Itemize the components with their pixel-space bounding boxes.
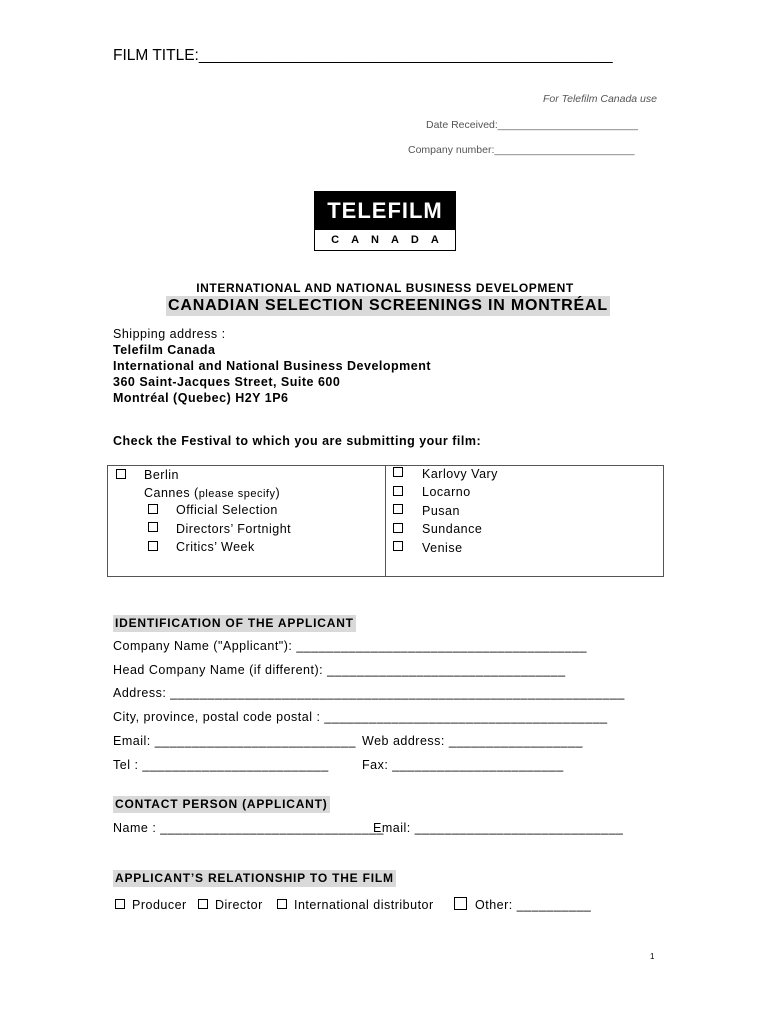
sundance-label: Sundance xyxy=(422,522,483,536)
festival-table xyxy=(107,465,664,577)
distributor-checkbox[interactable] xyxy=(277,899,287,909)
company-name-field[interactable]: Company Name ("Applicant"): _______________________________________ xyxy=(113,639,587,653)
locarno-checkbox[interactable] xyxy=(393,486,403,496)
shipping-line-3: 360 Saint-Jacques Street, Suite 600 xyxy=(113,375,341,389)
shipping-line-2: International and National Business Development xyxy=(113,359,432,373)
producer-checkbox[interactable] xyxy=(115,899,125,909)
berlin-checkbox[interactable] xyxy=(116,469,126,479)
cannes-note: please specify xyxy=(198,488,276,500)
pusan-checkbox[interactable] xyxy=(393,504,403,514)
other-checkbox[interactable] xyxy=(454,897,467,910)
karlovy-vary-checkbox[interactable] xyxy=(393,467,403,477)
festival-table-divider xyxy=(385,466,386,576)
shipping-line-1: Telefilm Canada xyxy=(113,343,216,357)
city-field[interactable]: City, province, postal code postal : ______________________________________ xyxy=(113,710,608,724)
cannes-close: ) xyxy=(275,486,281,500)
locarno-label: Locarno xyxy=(422,485,471,499)
head-company-field[interactable]: Head Company Name (if different): ________________________________ xyxy=(113,663,566,677)
web-address-field[interactable]: Web address: __________________ xyxy=(362,734,583,748)
contact-heading: CONTACT PERSON (APPLICANT) xyxy=(115,797,328,811)
critics-week-checkbox[interactable] xyxy=(148,541,158,551)
page-title: CANADIAN SELECTION SCREENINGS IN MONTRÉAL xyxy=(168,297,608,314)
cannes-text: Cannes ( xyxy=(144,486,199,500)
office-use-label: For Telefilm Canada use xyxy=(542,93,657,105)
contact-email-field[interactable]: Email: ____________________________ xyxy=(373,821,624,835)
identification-heading: IDENTIFICATION OF THE APPLICANT xyxy=(115,616,354,630)
shipping-line-4: Montréal (Quebec) H2Y 1P6 xyxy=(113,391,289,405)
shipping-label: Shipping address : xyxy=(113,327,226,341)
tel-field[interactable]: Tel : _________________________ xyxy=(113,758,329,772)
distributor-label: International distributor xyxy=(294,898,434,912)
producer-label: Producer xyxy=(132,898,187,912)
telefilm-logo xyxy=(314,191,456,251)
logo-wordmark: TELEFILM xyxy=(315,192,455,230)
director-label: Director xyxy=(215,898,263,912)
date-received-field[interactable]: Date Received:________________________ xyxy=(426,119,638,131)
program-heading: INTERNATIONAL AND NATIONAL BUSINESS DEVELOPMENT xyxy=(196,281,574,295)
official-selection-label: Official Selection xyxy=(176,503,278,517)
contact-name-field[interactable]: Name : ______________________________ xyxy=(113,821,384,835)
cannes-label xyxy=(144,486,280,500)
film-title-field[interactable]: FILM TITLE:________________________________________________ xyxy=(113,47,613,64)
fax-field[interactable]: Fax: _______________________ xyxy=(362,758,564,772)
page-number: 1 xyxy=(650,952,655,961)
relationship-heading: APPLICANT’S RELATIONSHIP TO THE FILM xyxy=(115,871,394,885)
other-field[interactable]: Other: __________ xyxy=(475,898,592,912)
director-checkbox[interactable] xyxy=(198,899,208,909)
logo-subtitle: CANADA xyxy=(331,234,451,246)
venise-label: Venise xyxy=(422,541,463,555)
company-number-field[interactable]: Company number:________________________ xyxy=(408,144,635,156)
festival-prompt: Check the Festival to which you are submitting your film: xyxy=(113,434,482,448)
address-field[interactable]: Address: _____________________________________________________________ xyxy=(113,686,625,700)
karlovy-vary-label: Karlovy Vary xyxy=(422,467,498,481)
venise-checkbox[interactable] xyxy=(393,541,403,551)
directors-fortnight-checkbox[interactable] xyxy=(148,522,158,532)
sundance-checkbox[interactable] xyxy=(393,523,403,533)
pusan-label: Pusan xyxy=(422,504,460,518)
critics-week-label: Critics’ Week xyxy=(176,540,255,554)
berlin-label: Berlin xyxy=(144,468,179,482)
email-field[interactable]: Email: ___________________________ xyxy=(113,734,356,748)
official-selection-checkbox[interactable] xyxy=(148,504,158,514)
directors-fortnight-label: Directors’ Fortnight xyxy=(176,522,292,536)
